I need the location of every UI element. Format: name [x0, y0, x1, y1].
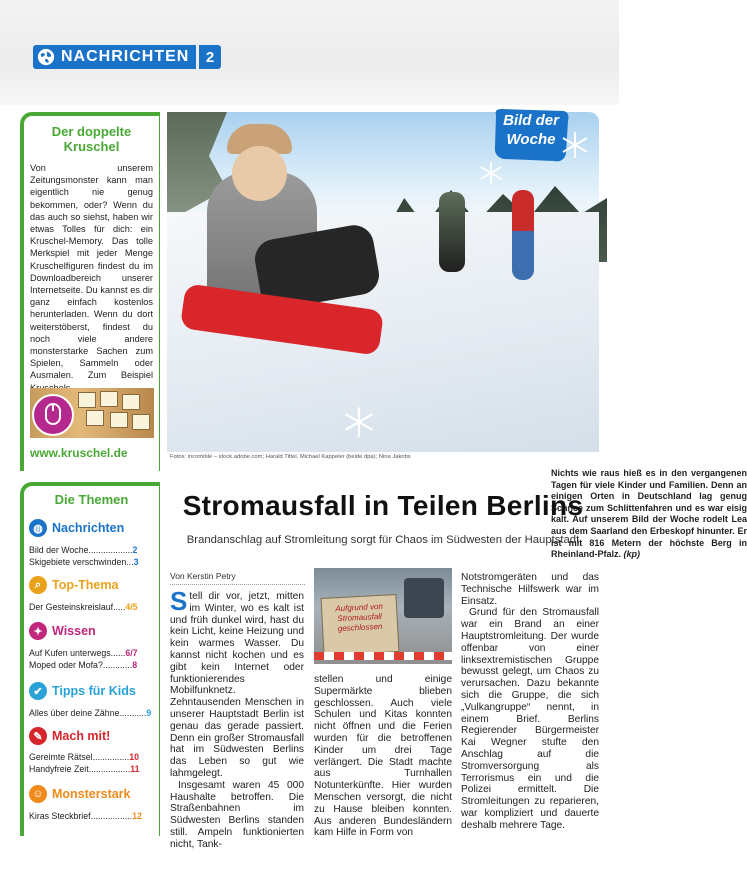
toc-list-tipps [29, 707, 151, 719]
toc-item[interactable]: Alles über deine Zähne ........... 9 [29, 708, 152, 718]
toc-item[interactable]: Moped oder Mofa? ............ 8 [29, 660, 138, 670]
toc-item[interactable]: Auf Kufen unterwegs ...... 6/7 [29, 648, 138, 658]
snowflake-icon [560, 130, 590, 160]
mouse-icon [32, 394, 74, 436]
promo-box [20, 112, 160, 471]
section-header [33, 45, 221, 69]
lightbulb-icon: ✦ [29, 622, 47, 640]
toc-item[interactable]: Bild der Woche .................. 2 [29, 545, 138, 555]
toc-list-monsterstark [29, 810, 151, 822]
promo-text: Von unserem Zeitungsmonster kann man eigentlich nie genug bekommen, oder? Wenn du das auch so siehst, haben wir etwas Tolles für dich: ein Kruschel-Memory. Das tolle Merkspiel mit jeder Menge Kruschelfiguren findest du im Downloadbereich unserer Internetseite. Du kannst es dir ganz einfach kostenlos herunterladen. Wenn du dort weiterstöberst, findest du noch viele andere monsterstarke Sachen zum Spielen, Sammeln oder Ausmalen. Zum Beispiel [30, 163, 153, 381]
article-column-3: Notstromgeräten und das Technische Hilfswerk war im Einsatz. Grund für den Stromausfall war ein Brand an einer Hauptstromleitung. Der wurde offenbar von einer linksextremistischen Gruppe bewusst gelegt, um Chaos zu verursachen. Dazu bekannte sich die Gruppe, die sich „Vulkangruppe“ nennt, in einem Brief. Berlins Regierender Bürgermeister Kai Wegner stufte den Anschlag auf die Stromversorgung als Terrorismus ein und die Polizei ermittelt. Die Stromleitungen zu reparieren, war kompliziert und dauerte deshalb mehrere Tage. [461, 572, 599, 831]
toc-section-tipps[interactable]: ✔ Tipps für Kids [29, 682, 136, 700]
toc-section-mach-mit[interactable]: ✎ Mach mit! [29, 727, 110, 745]
page-number: 2 [199, 45, 221, 69]
toc-list-mach-mit [29, 751, 151, 775]
magnifier-icon: ⌕ [29, 576, 47, 594]
themes-box [20, 482, 160, 836]
section-title: NACHRICHTEN [61, 48, 190, 65]
article-column-1: S tell dir vor, jetzt, mitten im Winter, wo es kalt ist und früh dunkel wird, hast du kein Licht, keine Heizung und kein warmes Wasser. Du kannst nicht kochen und es gibt kein Internet oder funktionierendes Mobilfunknetz. Zehntausenden Menschen in unserer Hauptstadt Berlin ist genau das gerade passiert. Denn ein großer Stromausfall hat im Südwesten Berlins das Leben so gut wie lahmgelegt. Insgesamt waren 45 000 Haushalte betroffen. Die Straßenbahnen im Südwesten Berlins standen still. Ampeln funktionierten nicht, Tank- [170, 586, 304, 850]
globe-icon [37, 48, 55, 66]
toc-item[interactable]: Skigebiete verschwinden ... 3 [29, 557, 139, 567]
drop-cap: S [170, 586, 188, 616]
toc-item[interactable]: Kiras Steckbrief ................. 12 [29, 811, 142, 821]
smiley-icon: ☺ [29, 785, 47, 803]
photo-caption: Nichts wie raus hieß es in den vergangenen Tagen für viele Kinder und Familien. Denn an einigen Orten in Deutschland lag genug Schnee zum Schlittenfahren und es war eisig kalt. Auf unserem Bild der Woche rodelt Lea aus dem Saarland den Erbeskopf hinunter. Er ist mit 816 Metern der höchste Berg in Rheinland-Pfalz. (kp) [551, 468, 747, 560]
article-headline: Stromausfall in Teilen Berlins [182, 490, 584, 521]
child-skier-1 [439, 192, 465, 272]
article-byline: Von Kerstin Petry [170, 571, 305, 585]
girl-face [232, 146, 287, 201]
toc-section-wissen[interactable]: ✦ Wissen [29, 622, 96, 640]
snowflake-icon [342, 405, 376, 439]
globe-icon: ◍ [29, 519, 47, 537]
photo-of-the-week-badge: Bild der Woche [490, 107, 572, 165]
article-subheadline: Brandanschlag auf Stromleitung sorgt für Chaos im Südwesten der Hauptstadt [186, 534, 580, 546]
toc-list-wissen [29, 647, 151, 671]
promo-link[interactable]: www.kruschel.de [30, 446, 128, 460]
section-label [33, 45, 196, 69]
toc-section-monsterstark[interactable]: ☺ Monsterstark [29, 785, 131, 803]
themes-title: Die Themen [54, 492, 129, 507]
memory-cards-image [30, 388, 154, 438]
thumbs-up-icon: ✔ [29, 682, 47, 700]
closed-sign: Aufgrund von Stromausfall geschlossen [321, 594, 400, 656]
closed-shop-photo [314, 568, 452, 664]
article-column-2: stellen und einige Supermärkte blieben geschlossen. Auch viele Schulen und Kitas konnten nicht öffnen und die Ferien wurden für die betroffenen Kinder um drei Tage verlängert. Die Stadt machte aus Turnhallen Notunterkünfte. Hier wurden Menschen versorgt, die nicht zu Hause bleiben konnten. Aus anderen Bundesländern kam Hilfe in Form von [314, 674, 452, 839]
toc-section-top-thema[interactable]: ⌕ Top-Thema [29, 576, 118, 594]
toc-item[interactable]: Gereimte Rätsel ............... 10 [29, 752, 140, 762]
snowflake-icon [478, 160, 504, 186]
pencil-icon: ✎ [29, 727, 47, 745]
toc-item[interactable]: Handyfreie Zeit ................. 11 [29, 764, 140, 774]
toc-list-nachrichten [29, 544, 151, 568]
toc-list-top-thema [29, 601, 151, 613]
toc-section-nachrichten[interactable]: ◍ Nachrichten [29, 519, 124, 537]
toc-item[interactable]: Der Gesteinskreislauf ..... 4/5 [29, 602, 138, 612]
child-skier-2 [512, 190, 534, 280]
photo-credits: Fotos: incomible – stock.adobe.com; Harald Tittel, Michael Kappeler (beide dpa); Nina Jakobs [170, 454, 411, 460]
promo-title: Der doppelte Kruschel [51, 124, 132, 154]
barrier-tape [314, 652, 454, 660]
